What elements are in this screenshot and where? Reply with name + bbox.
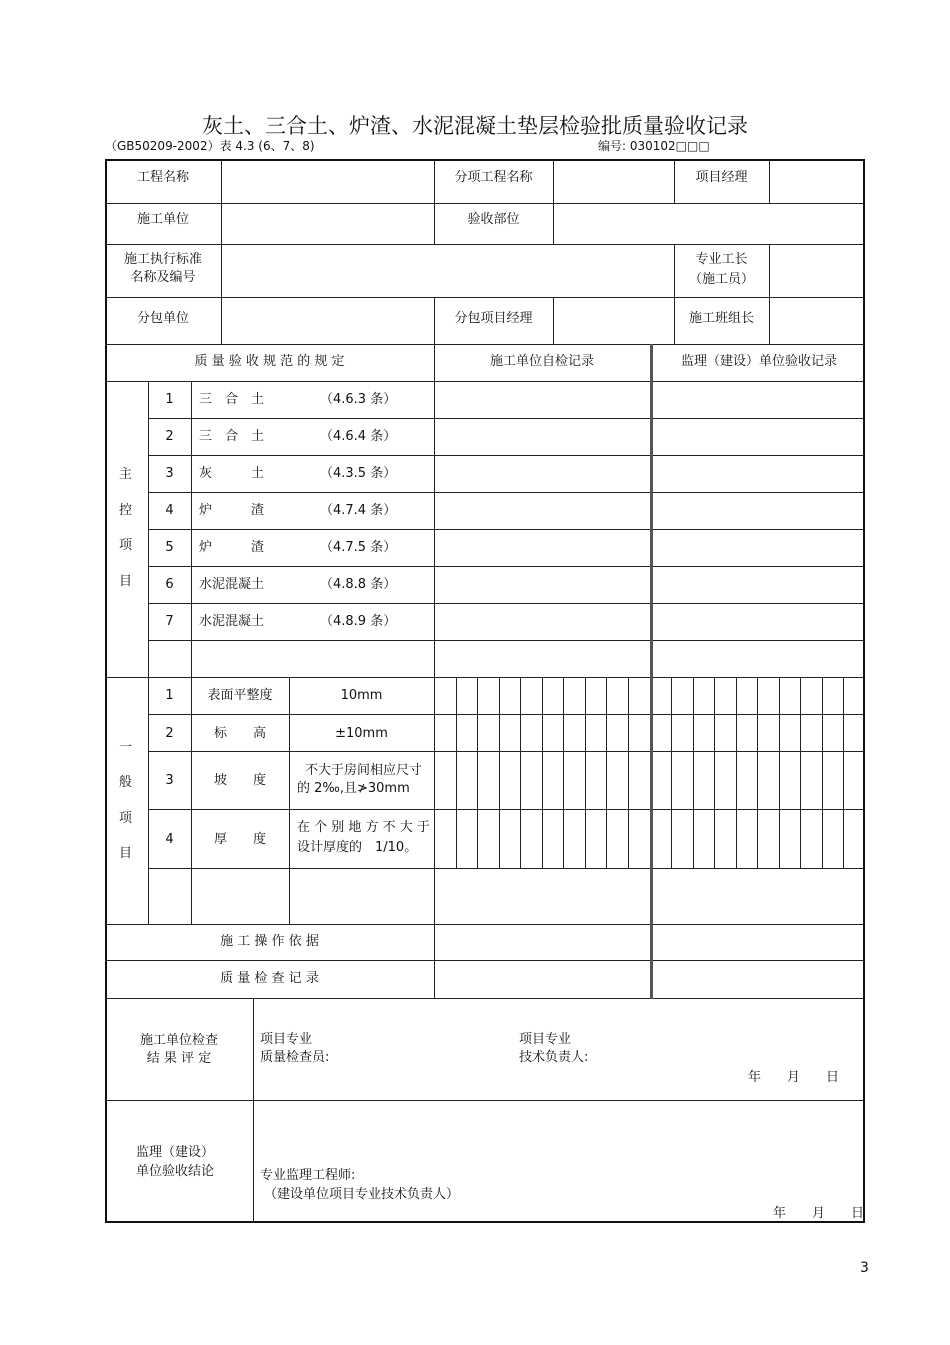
general-item-no: 1 <box>165 688 174 703</box>
page-number: 3 <box>860 1260 869 1276</box>
main-item-no: 3 <box>165 466 174 481</box>
main-item-clause: （4.7.4 条） <box>320 503 397 518</box>
tech-lead-label-line2: 技术负责人: <box>519 1050 589 1065</box>
subcontractor-label: 分包单位 <box>136 311 189 326</box>
main-item-name: 水泥混凝土 <box>199 614 265 629</box>
main-item-clause: （4.6.3 条） <box>320 392 397 407</box>
main-item-name: 三 合 土 <box>199 429 265 444</box>
main-item-name: 灰 土 <box>199 466 265 481</box>
main-item-name: 炉 渣 <box>199 540 265 555</box>
sub-project-name-label: 分项工程名称 <box>454 170 533 185</box>
general-items-label-char: 项 <box>119 811 133 826</box>
supervision-column-header: 监理（建设）单位验收记录 <box>680 354 837 369</box>
general-item-name: 表面平整度 <box>207 688 273 703</box>
contractor-label: 施工单位 <box>136 212 189 227</box>
supervision-eval-label-line1: 监理（建设） <box>135 1145 214 1160</box>
standard-ref: （GB50209-2002）表 4.3 (6、7、8) <box>105 139 315 153</box>
owner-tech-lead-label: （建设单位项目专业技术负责人） <box>264 1187 460 1202</box>
general-item-no: 2 <box>165 726 174 741</box>
acceptance-part-label: 验收部位 <box>467 212 520 227</box>
general-items-label-char: 一 <box>119 740 133 755</box>
main-item-no: 2 <box>165 429 174 444</box>
quality-records-label: 质 量 检 查 记 录 <box>220 971 319 986</box>
general-item-no: 3 <box>165 773 174 788</box>
main-item-clause: （4.6.4 条） <box>320 429 397 444</box>
main-item-clause: （4.3.5 条） <box>320 466 397 481</box>
general-item-name: 标 高 <box>213 726 266 741</box>
general-item-requirement: 的 2‰,且≯30mm <box>297 781 410 796</box>
quality-inspector-label-line1: 项目专业 <box>260 1032 313 1047</box>
general-item-requirement: 10mm <box>340 688 383 703</box>
general-items-label-char: 目 <box>119 846 133 861</box>
quality-inspector-label-line2: 质量检查员: <box>260 1050 330 1065</box>
spec-column-header: 质 量 验 收 规 范 的 规 定 <box>194 354 345 369</box>
main-item-clause: （4.8.8 条） <box>320 577 397 592</box>
construction-basis-label: 施 工 操 作 依 据 <box>220 934 319 949</box>
supervision-eval-date: 年 月 日 <box>773 1206 865 1221</box>
main-items-label-char: 项 <box>119 538 133 553</box>
standard-label-line1: 施工执行标准 <box>123 252 202 267</box>
general-item-name: 坡 度 <box>213 773 266 788</box>
main-item-no: 5 <box>165 540 174 555</box>
general-item-requirement: 不大于房间相应尺寸 <box>305 763 423 778</box>
main-item-clause: （4.7.5 条） <box>320 540 397 555</box>
contractor-eval-label-line2: 结 果 评 定 <box>146 1051 212 1066</box>
main-item-no: 6 <box>165 577 174 592</box>
general-items-label-char: 般 <box>119 775 133 790</box>
page-title: 灰土、三合土、炉渣、水泥混凝土垫层检验批质量验收记录 <box>202 114 748 138</box>
project-manager-label: 项目经理 <box>695 170 748 185</box>
contractor-eval-label-line1: 施工单位检查 <box>139 1033 218 1048</box>
main-item-no: 7 <box>165 614 174 629</box>
general-item-name: 厚 度 <box>213 832 266 847</box>
main-items-label-char: 控 <box>119 503 133 518</box>
contractor-eval-date: 年 月 日 <box>748 1070 840 1085</box>
main-item-name: 炉 渣 <box>199 503 265 518</box>
general-item-requirement: 设计厚度的 1/10。 <box>297 840 418 855</box>
main-item-no: 1 <box>165 392 174 407</box>
tech-lead-label-line1: 项目专业 <box>519 1032 572 1047</box>
general-item-requirement: 在 个 别 地 方 不 大 于 <box>297 820 430 835</box>
main-item-clause: （4.8.9 条） <box>320 614 397 629</box>
general-item-no: 4 <box>165 832 174 847</box>
supervision-engineer-label: 专业监理工程师: <box>260 1168 356 1183</box>
main-items-label-char: 目 <box>119 574 133 589</box>
main-item-no: 4 <box>165 503 174 518</box>
foreman-label-line2: （施工员） <box>688 272 754 287</box>
main-item-name: 水泥混凝土 <box>199 577 265 592</box>
project-name-label: 工程名称 <box>136 170 189 185</box>
sub-pm-label: 分包项目经理 <box>454 311 533 326</box>
standard-label-line2: 名称及编号 <box>130 270 196 285</box>
self-check-column-header: 施工单位自检记录 <box>489 354 594 369</box>
serial-number: 编号: 030102□□□ <box>598 139 710 153</box>
main-item-name: 三 合 土 <box>199 392 265 407</box>
foreman-label-line1: 专业工长 <box>695 252 748 267</box>
supervision-eval-label-line2: 单位验收结论 <box>135 1164 214 1179</box>
main-items-label-char: 主 <box>119 467 133 482</box>
general-item-requirement: ±10mm <box>335 726 388 741</box>
team-leader-label: 施工班组长 <box>688 311 754 326</box>
